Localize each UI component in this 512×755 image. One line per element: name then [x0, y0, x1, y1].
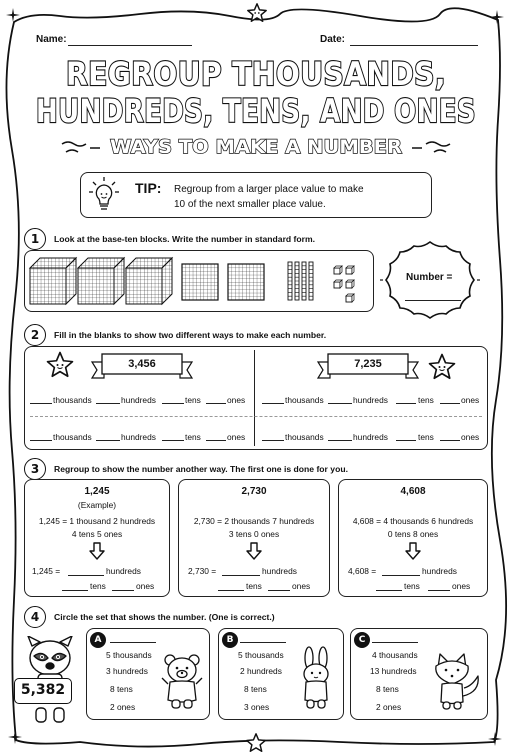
- word-ones: ones: [452, 581, 471, 591]
- fox-icon: [430, 652, 482, 712]
- blank-ones[interactable]: [112, 590, 134, 591]
- unit-cube-icon: [346, 294, 354, 302]
- ten-rod-icon: [309, 262, 313, 300]
- option-b-line: [240, 642, 286, 643]
- blank-thousands[interactable]: [262, 440, 284, 441]
- blank-hundreds[interactable]: [96, 440, 120, 441]
- blank-tens[interactable]: [218, 590, 244, 591]
- word-ones: ones: [292, 581, 311, 591]
- question-4-prompt: Circle the set that shows the number. (One is correct.): [54, 612, 275, 622]
- corner-sparkle-icon: [6, 8, 20, 22]
- unit-cube-icon: [334, 280, 342, 288]
- tip-text-line1: Regroup from a larger place value to make: [174, 184, 364, 195]
- option-b-item: 3 ones: [244, 702, 270, 712]
- row-divider: [30, 416, 482, 417]
- number-answer-label: Number =: [406, 272, 453, 283]
- blank-thousands[interactable]: [30, 440, 52, 441]
- option-b-item: 5 thousands: [238, 650, 284, 660]
- unit-cube-icon: [346, 266, 354, 274]
- ten-rod-icon: [295, 262, 299, 300]
- blank-tens[interactable]: [396, 440, 416, 441]
- tip-text-line2: 10 of the next smaller place value.: [174, 199, 326, 210]
- corner-sparkle-icon: [488, 732, 502, 746]
- question-2-prompt: Fill in the blanks to show two different ways to make each number.: [54, 330, 327, 340]
- blank-hundreds[interactable]: [96, 403, 120, 404]
- date-label: Date:: [320, 34, 346, 45]
- bottom-star-icon: [245, 732, 267, 754]
- option-b-item: 8 tens: [244, 684, 267, 694]
- tip-label: TIP:: [135, 180, 162, 196]
- word-hundreds: hundreds: [353, 395, 388, 405]
- word-hundreds: hundreds: [121, 432, 156, 442]
- blank-hundreds[interactable]: [222, 575, 260, 576]
- word-ones: ones: [227, 432, 246, 442]
- card-regroup-line2: 4 tens 5 ones: [71, 529, 123, 539]
- down-arrow-icon: [404, 542, 422, 560]
- smiling-star-icon: [44, 350, 76, 380]
- option-c-item: 13 hundreds: [370, 666, 417, 676]
- word-tens: tens: [90, 581, 106, 591]
- right-target-number: 7,235: [354, 358, 382, 370]
- top-star-icon: [246, 2, 268, 24]
- card-example-note: (Example): [77, 500, 117, 510]
- blank-thousands[interactable]: [262, 403, 284, 404]
- ten-rod-icon: [302, 262, 306, 300]
- thousand-cube-icon: [126, 258, 172, 304]
- option-a-item: 3 hundreds: [106, 666, 148, 676]
- date-field[interactable]: [350, 45, 478, 46]
- base-ten-blocks: [28, 254, 370, 308]
- option-c-item: 8 tens: [376, 684, 399, 694]
- question-1-prompt: Look at the base-ten blocks. Write the number in standard form.: [54, 234, 316, 244]
- card-equation: 4,608 =: [348, 566, 377, 576]
- blank-ones[interactable]: [440, 403, 460, 404]
- card-equation: 2,730 =: [188, 566, 217, 576]
- word-hundreds: hundreds: [353, 432, 388, 442]
- word-tens: tens: [246, 581, 262, 591]
- word-hundreds: hundreds: [121, 395, 156, 405]
- word-tens: tens: [418, 432, 434, 442]
- card-number: 2,730: [241, 486, 267, 497]
- blank-ones[interactable]: [206, 403, 226, 404]
- option-letter-b: B: [222, 632, 238, 648]
- blank-hundreds[interactable]: [328, 440, 352, 441]
- question-number-3: 3: [24, 458, 46, 480]
- thousand-cube-icon: [30, 258, 76, 304]
- option-b-item: 2 hundreds: [240, 666, 282, 676]
- corner-sparkle-icon: [8, 730, 22, 744]
- blank-tens[interactable]: [162, 440, 184, 441]
- word-tens: tens: [185, 395, 201, 405]
- down-arrow-icon: [245, 542, 263, 560]
- corner-sparkle-icon: [490, 10, 504, 24]
- subtitle-decoration-right: [412, 142, 450, 152]
- blank-ones[interactable]: [206, 440, 226, 441]
- name-label: Name:: [36, 34, 67, 45]
- word-tens: tens: [404, 581, 420, 591]
- card-regroup-line1: 4,608 = 4 thousands 6 hundreds: [352, 516, 474, 526]
- ten-rod-icon: [288, 262, 292, 300]
- card-regroup-line2: 3 tens 0 ones: [228, 529, 280, 539]
- question-3-prompt: Regroup to show the number another way. The first one is done for you.: [54, 464, 348, 474]
- option-a-item: 5 thousands: [106, 650, 152, 660]
- word-hundreds: hundreds: [262, 566, 297, 576]
- blank-tens[interactable]: [162, 403, 184, 404]
- card-regroup-line1: 1,245 = 1 thousand 2 hundreds: [38, 516, 156, 526]
- blank-ones[interactable]: [268, 590, 290, 591]
- word-ones: ones: [136, 581, 155, 591]
- question-number-4: 4: [24, 606, 46, 628]
- card-number: 1,245: [84, 486, 110, 497]
- blank-tens[interactable]: [62, 590, 88, 591]
- word-thousands: thousands: [285, 432, 324, 442]
- box-divider: [254, 350, 255, 446]
- subtitle-decoration-left: [62, 142, 100, 152]
- thousand-cube-icon: [78, 258, 124, 304]
- lightbulb-icon: [88, 176, 120, 214]
- option-a-line: [110, 642, 156, 643]
- option-c-item: 4 thousands: [372, 650, 418, 660]
- down-arrow-icon: [88, 542, 106, 560]
- bunny-icon: [296, 646, 336, 712]
- left-target-number: 3,456: [128, 358, 156, 370]
- word-tens: tens: [418, 395, 434, 405]
- option-a-item: 2 ones: [110, 702, 136, 712]
- blank-tens[interactable]: [396, 403, 416, 404]
- name-field[interactable]: [68, 45, 192, 46]
- blank-thousands[interactable]: [30, 403, 52, 404]
- bear-icon: [160, 652, 204, 710]
- title-block: [0, 52, 512, 162]
- blank-hundreds[interactable]: [328, 403, 352, 404]
- blank-ones[interactable]: [440, 440, 460, 441]
- target-number: 5,382: [20, 682, 66, 698]
- option-letter-a: A: [90, 632, 106, 648]
- card-equation: 1,245 =: [32, 566, 61, 576]
- card-regroup-line1: 2,730 = 2 thousands 7 hundreds: [193, 516, 315, 526]
- word-hundreds: hundreds: [422, 566, 457, 576]
- word-ones: ones: [461, 432, 480, 442]
- word-thousands: thousands: [53, 395, 92, 405]
- blank-hundreds[interactable]: [68, 575, 104, 576]
- hundred-flat-icon: [228, 264, 264, 300]
- card-regroup-line2: 0 tens 8 ones: [387, 529, 439, 539]
- word-tens: tens: [185, 432, 201, 442]
- tip-box: [80, 172, 432, 218]
- unit-cube-icon: [334, 266, 342, 274]
- option-c-item: 2 ones: [376, 702, 402, 712]
- option-letter-c: C: [354, 632, 370, 648]
- page-subtitle: WAYS TO MAKE A NUMBER: [110, 136, 403, 158]
- word-thousands: thousands: [53, 432, 92, 442]
- page-title-line2: HUNDREDS, TENS, AND ONES: [36, 92, 476, 130]
- unit-cube-icon: [346, 280, 354, 288]
- blank-hundreds[interactable]: [382, 575, 420, 576]
- word-thousands: thousands: [285, 395, 324, 405]
- question-number-2: 2: [24, 324, 46, 346]
- hundred-flat-icon: [182, 264, 218, 300]
- card-number: 4,608: [400, 486, 426, 497]
- word-ones: ones: [461, 395, 480, 405]
- word-ones: ones: [227, 395, 246, 405]
- smiling-star-icon: [426, 352, 458, 382]
- option-c-line: [372, 642, 418, 643]
- word-hundreds: hundreds: [106, 566, 141, 576]
- page-title-line1: REGROUP THOUSANDS,: [66, 55, 446, 93]
- blank-ones[interactable]: [428, 590, 450, 591]
- question-number-1: 1: [24, 228, 46, 250]
- number-answer-field[interactable]: [405, 300, 461, 301]
- blank-tens[interactable]: [376, 590, 402, 591]
- option-a-item: 8 tens: [110, 684, 133, 694]
